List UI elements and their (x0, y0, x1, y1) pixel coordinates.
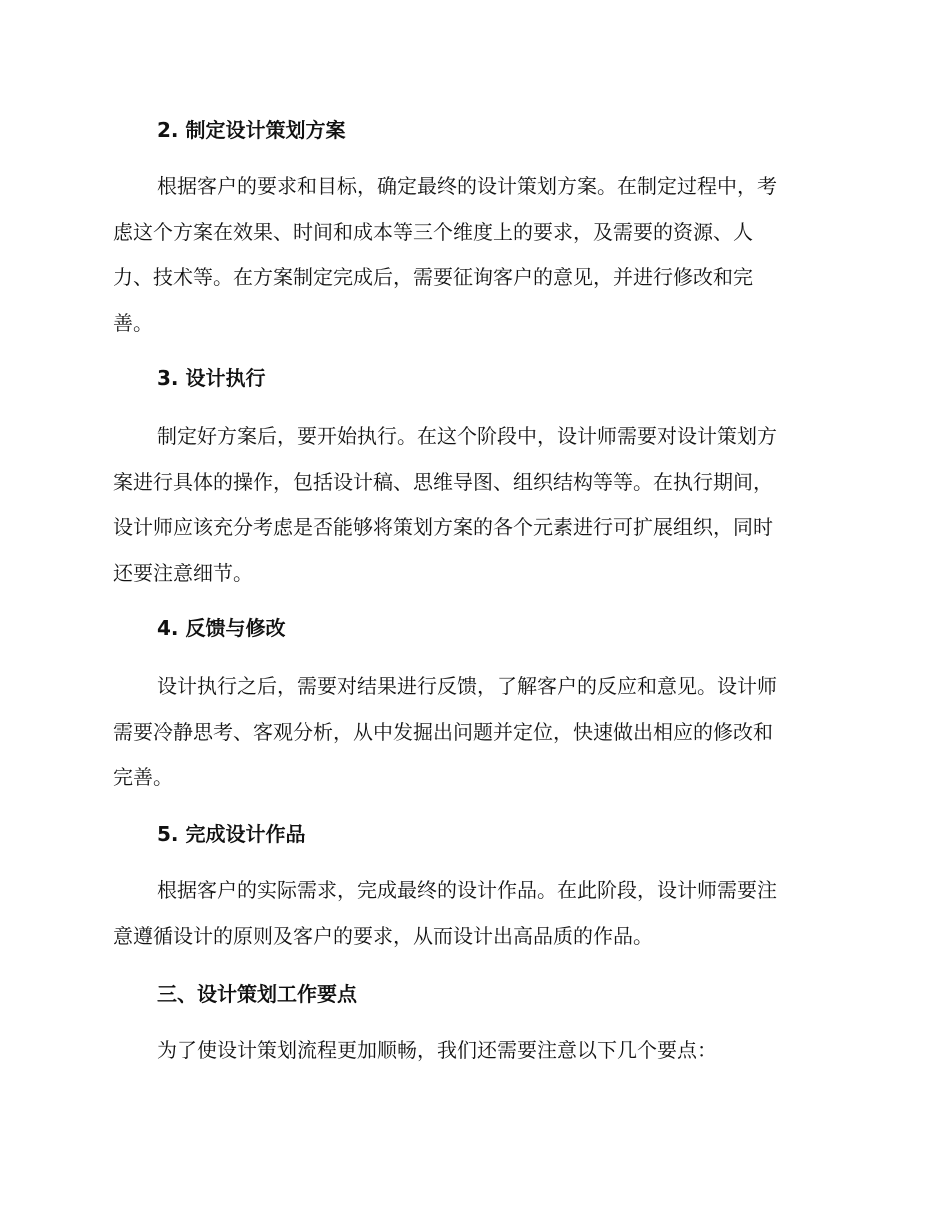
section-paragraph (113, 664, 843, 801)
paragraph-line: 还要注意细节。 (113, 560, 253, 585)
paragraph-line: 案进行具体的操作，包括设计稿、思维导图、组织结构等等。在执行期间， (113, 469, 773, 494)
section-heading: 4. 反馈与修改 (157, 616, 286, 640)
paragraph-line: 制定好方案后，要开始执行。在这个阶段中，设计师需要对设计策划方 (157, 424, 777, 448)
paragraph-line: 完善。 (113, 765, 173, 789)
section-paragraph (113, 164, 843, 346)
paragraph-line: 设计师应该充分考虑是否能够将策划方案的各个元素进行可扩展组织，同时 (113, 515, 773, 539)
paragraph-line: 善。 (113, 310, 153, 335)
paragraph-line: 意遵循设计的原则及客户的要求，从而设计出高品质的作品。 (113, 923, 653, 948)
paragraph-line: 力、技术等。在方案制定完成后，需要征询客户的意见，并进行修改和完 (113, 265, 753, 289)
paragraph-line: 根据客户的实际需求，完成最终的设计作品。在此阶段，设计师需要注 (157, 878, 777, 902)
section-paragraph (113, 414, 843, 596)
paragraph-line: 需要冷静思考、客观分析，从中发掘出问题并定位，快速做出相应的修改和 (113, 719, 773, 744)
section-heading: 3. 设计执行 (157, 366, 266, 390)
section-heading: 5. 完成设计作品 (157, 822, 306, 846)
paragraph-line: 为了使设计策划流程更加顺畅，我们还需要注意以下几个要点： (157, 1038, 717, 1062)
section-paragraph (113, 868, 843, 959)
section-heading: 2. 制定设计策划方案 (157, 118, 346, 142)
section-paragraph (113, 1028, 843, 1074)
paragraph-line: 虑这个方案在效果、时间和成本等三个维度上的要求，及需要的资源、人 (113, 219, 753, 244)
paragraph-line: 设计执行之后，需要对结果进行反馈，了解客户的反应和意见。设计师 (157, 674, 777, 698)
section-heading: 三、设计策划工作要点 (157, 982, 357, 1006)
paragraph-line: 根据客户的要求和目标，确定最终的设计策划方案。在制定过程中，考 (157, 174, 777, 198)
